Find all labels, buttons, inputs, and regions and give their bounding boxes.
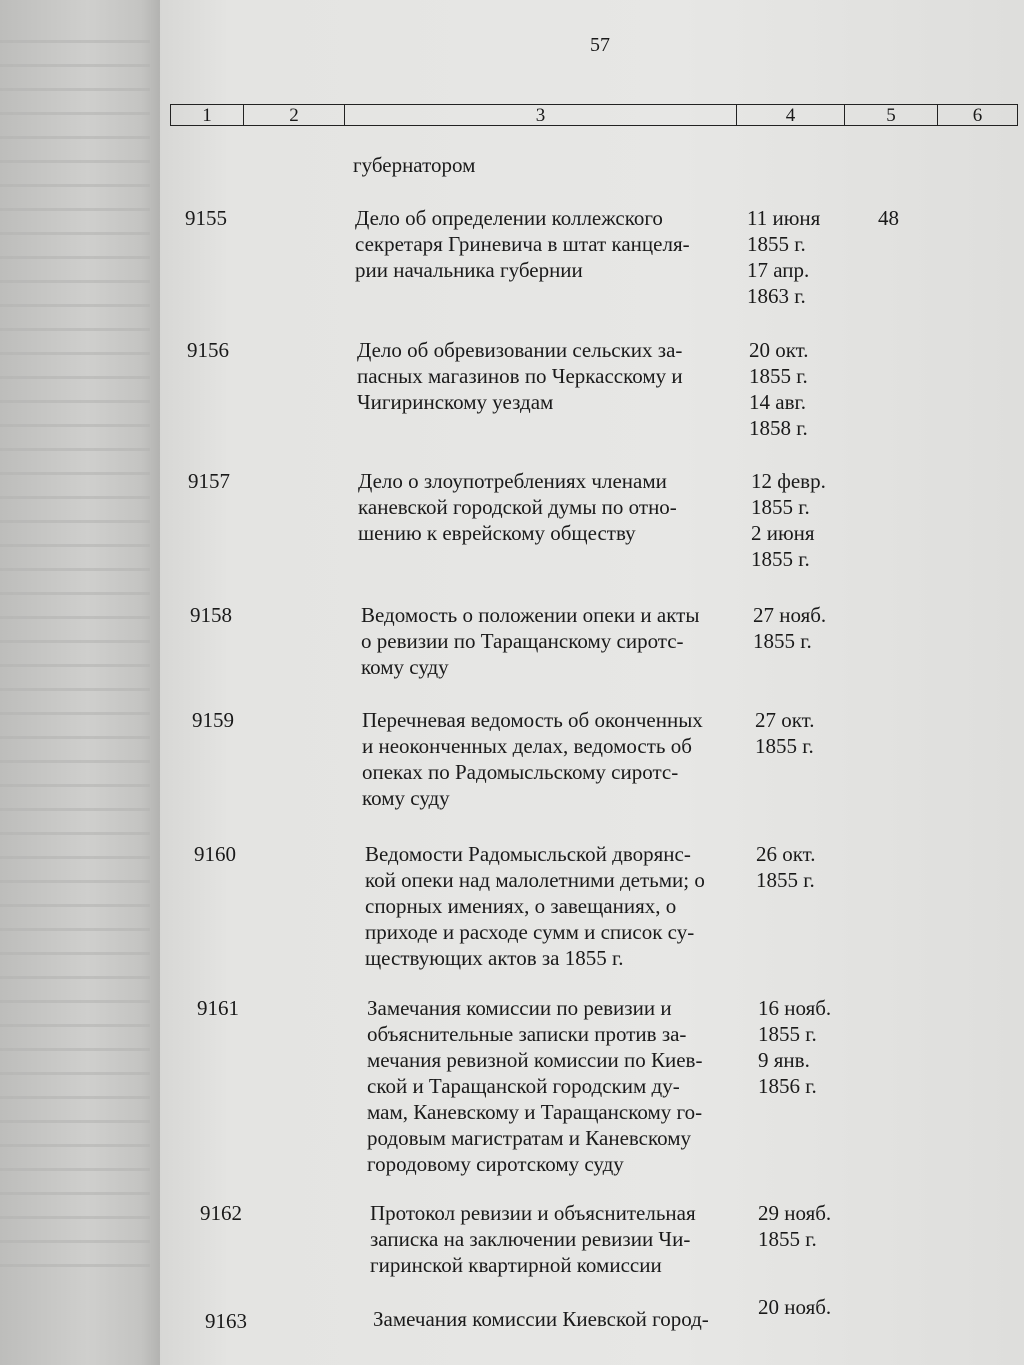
title-line: рии начальника губернии <box>355 258 583 282</box>
title-line: мечания ревизной комиссии по Киев- <box>367 1048 703 1072</box>
record-title <box>357 337 742 415</box>
record-number: 9158 <box>190 603 232 627</box>
date-line: 1863 г. <box>747 284 806 308</box>
title-line: мам, Каневскому и Таращанскому го- <box>367 1100 703 1124</box>
title-line: Ведомости Радомысльской дворянс- <box>365 842 691 866</box>
title-line: и неоконченных делах, ведомость об <box>362 734 692 758</box>
title-line: Дело об обревизовании сельских за- <box>357 338 683 362</box>
title-line: о ревизии по Таращанскому сиротс- <box>361 629 684 653</box>
date-line: 1855 г. <box>749 364 808 388</box>
date-line: 1855 г. <box>747 232 806 256</box>
date-line: 2 июня <box>751 521 815 545</box>
date-line: 1855 г. <box>758 1022 817 1046</box>
record-title <box>358 468 743 546</box>
title-line: Перечневая ведомость об оконченных <box>362 708 703 732</box>
book-page <box>160 0 1024 1365</box>
record-number: 9160 <box>194 842 236 866</box>
date-line: 1858 г. <box>749 416 808 440</box>
date-line: 1855 г. <box>751 547 810 571</box>
record-title <box>355 205 740 283</box>
column-header-3: 3 <box>345 105 737 125</box>
record-title <box>362 707 747 811</box>
record-title <box>370 1200 755 1278</box>
title-line: секретаря Гриневича в штат канцеля- <box>355 232 690 256</box>
record-number: 9157 <box>188 469 230 493</box>
date-line: 14 авг. <box>749 390 806 414</box>
date-line: 27 нояб. <box>753 603 827 627</box>
record-dates <box>751 468 846 572</box>
title-line: Протокол ревизии и объяснительная <box>370 1201 696 1225</box>
date-line: 1855 г. <box>753 629 812 653</box>
title-line: пасных магазинов по Черкасскому и <box>357 364 683 388</box>
date-line: 1855 г. <box>751 495 810 519</box>
record-dates <box>755 707 850 759</box>
record-number: 9162 <box>200 1201 242 1225</box>
record-dates <box>749 337 844 441</box>
date-line: 17 апр. <box>747 258 810 282</box>
title-line: ской и Таращанской городским ду- <box>367 1074 680 1098</box>
title-line: Ведомость о положении опеки и акты <box>361 603 700 627</box>
title-line: ществующих актов за 1855 г. <box>365 946 624 970</box>
record-title <box>365 841 750 971</box>
column-header-4: 4 <box>737 105 845 125</box>
record-dates <box>747 205 842 309</box>
record-number: 9155 <box>185 206 227 230</box>
date-line: 16 нояб. <box>758 996 832 1020</box>
title-line: кому суду <box>361 655 449 679</box>
column-header-1: 1 <box>171 105 244 125</box>
page-number: 57 <box>590 34 610 56</box>
date-line: 1855 г. <box>755 734 814 758</box>
date-line: 1856 г. <box>758 1074 817 1098</box>
title-line: шению к еврейскому обществу <box>358 521 636 545</box>
record-number: 9163 <box>205 1309 247 1333</box>
record-dates <box>758 1200 853 1252</box>
date-line: 20 нояб. <box>758 1295 832 1319</box>
title-line: Дело об определении коллежского <box>355 206 663 230</box>
title-line: приходе и расходе сумм и список су- <box>365 920 695 944</box>
date-line: 26 окт. <box>756 842 816 866</box>
record-dates <box>758 995 853 1099</box>
record-number: 9156 <box>187 338 229 362</box>
title-line: записка на заключении ревизии Чи- <box>370 1227 691 1251</box>
title-line: родовым магистратам и Каневскому <box>367 1126 692 1150</box>
title-line: каневской городской думы по отно- <box>358 495 677 519</box>
column-header-row <box>170 104 1018 126</box>
column-header-6: 6 <box>972 105 983 126</box>
title-line: Замечания комиссии Киевской город- <box>373 1307 709 1331</box>
record-title <box>367 995 752 1177</box>
continuation-text: губернатором <box>353 153 476 177</box>
record-title <box>373 1306 758 1332</box>
record-dates <box>758 1294 853 1320</box>
title-line: кому суду <box>362 786 450 810</box>
date-line: 12 февр. <box>751 469 826 493</box>
title-line: спорных имениях, о завещаниях, о <box>365 894 677 918</box>
title-line: объяснительные записки против за- <box>367 1022 687 1046</box>
date-line: 9 янв. <box>758 1048 810 1072</box>
title-line: городовому сиротскому суду <box>367 1152 624 1176</box>
date-line: 29 нояб. <box>758 1201 832 1225</box>
record-title <box>361 602 746 680</box>
record-dates <box>753 602 848 654</box>
previous-page-gutter <box>0 0 160 1365</box>
title-line: гиринской квартирной комиссии <box>370 1253 662 1277</box>
title-line: Чигиринскому уездам <box>357 390 554 414</box>
date-line: 20 окт. <box>749 338 809 362</box>
title-line: Дело о злоупотреблениях членами <box>358 469 667 493</box>
title-line: опеках по Радомысльскому сиротс- <box>362 760 679 784</box>
column-header-2: 2 <box>244 105 345 125</box>
date-line: 1855 г. <box>756 868 815 892</box>
date-line: 11 июня <box>747 206 821 230</box>
title-line: кой опеки над малолетними детьми; о <box>365 868 705 892</box>
date-line: 27 окт. <box>755 708 815 732</box>
record-dates <box>756 841 851 893</box>
title-line: Замечания комиссии по ревизии и <box>367 996 672 1020</box>
sheet-count: 48 <box>878 206 899 230</box>
column-header-5: 5 <box>845 105 938 125</box>
date-line: 1855 г. <box>758 1227 817 1251</box>
record-number: 9159 <box>192 708 234 732</box>
bleed-through-lines <box>0 40 150 1288</box>
record-number: 9161 <box>197 996 239 1020</box>
